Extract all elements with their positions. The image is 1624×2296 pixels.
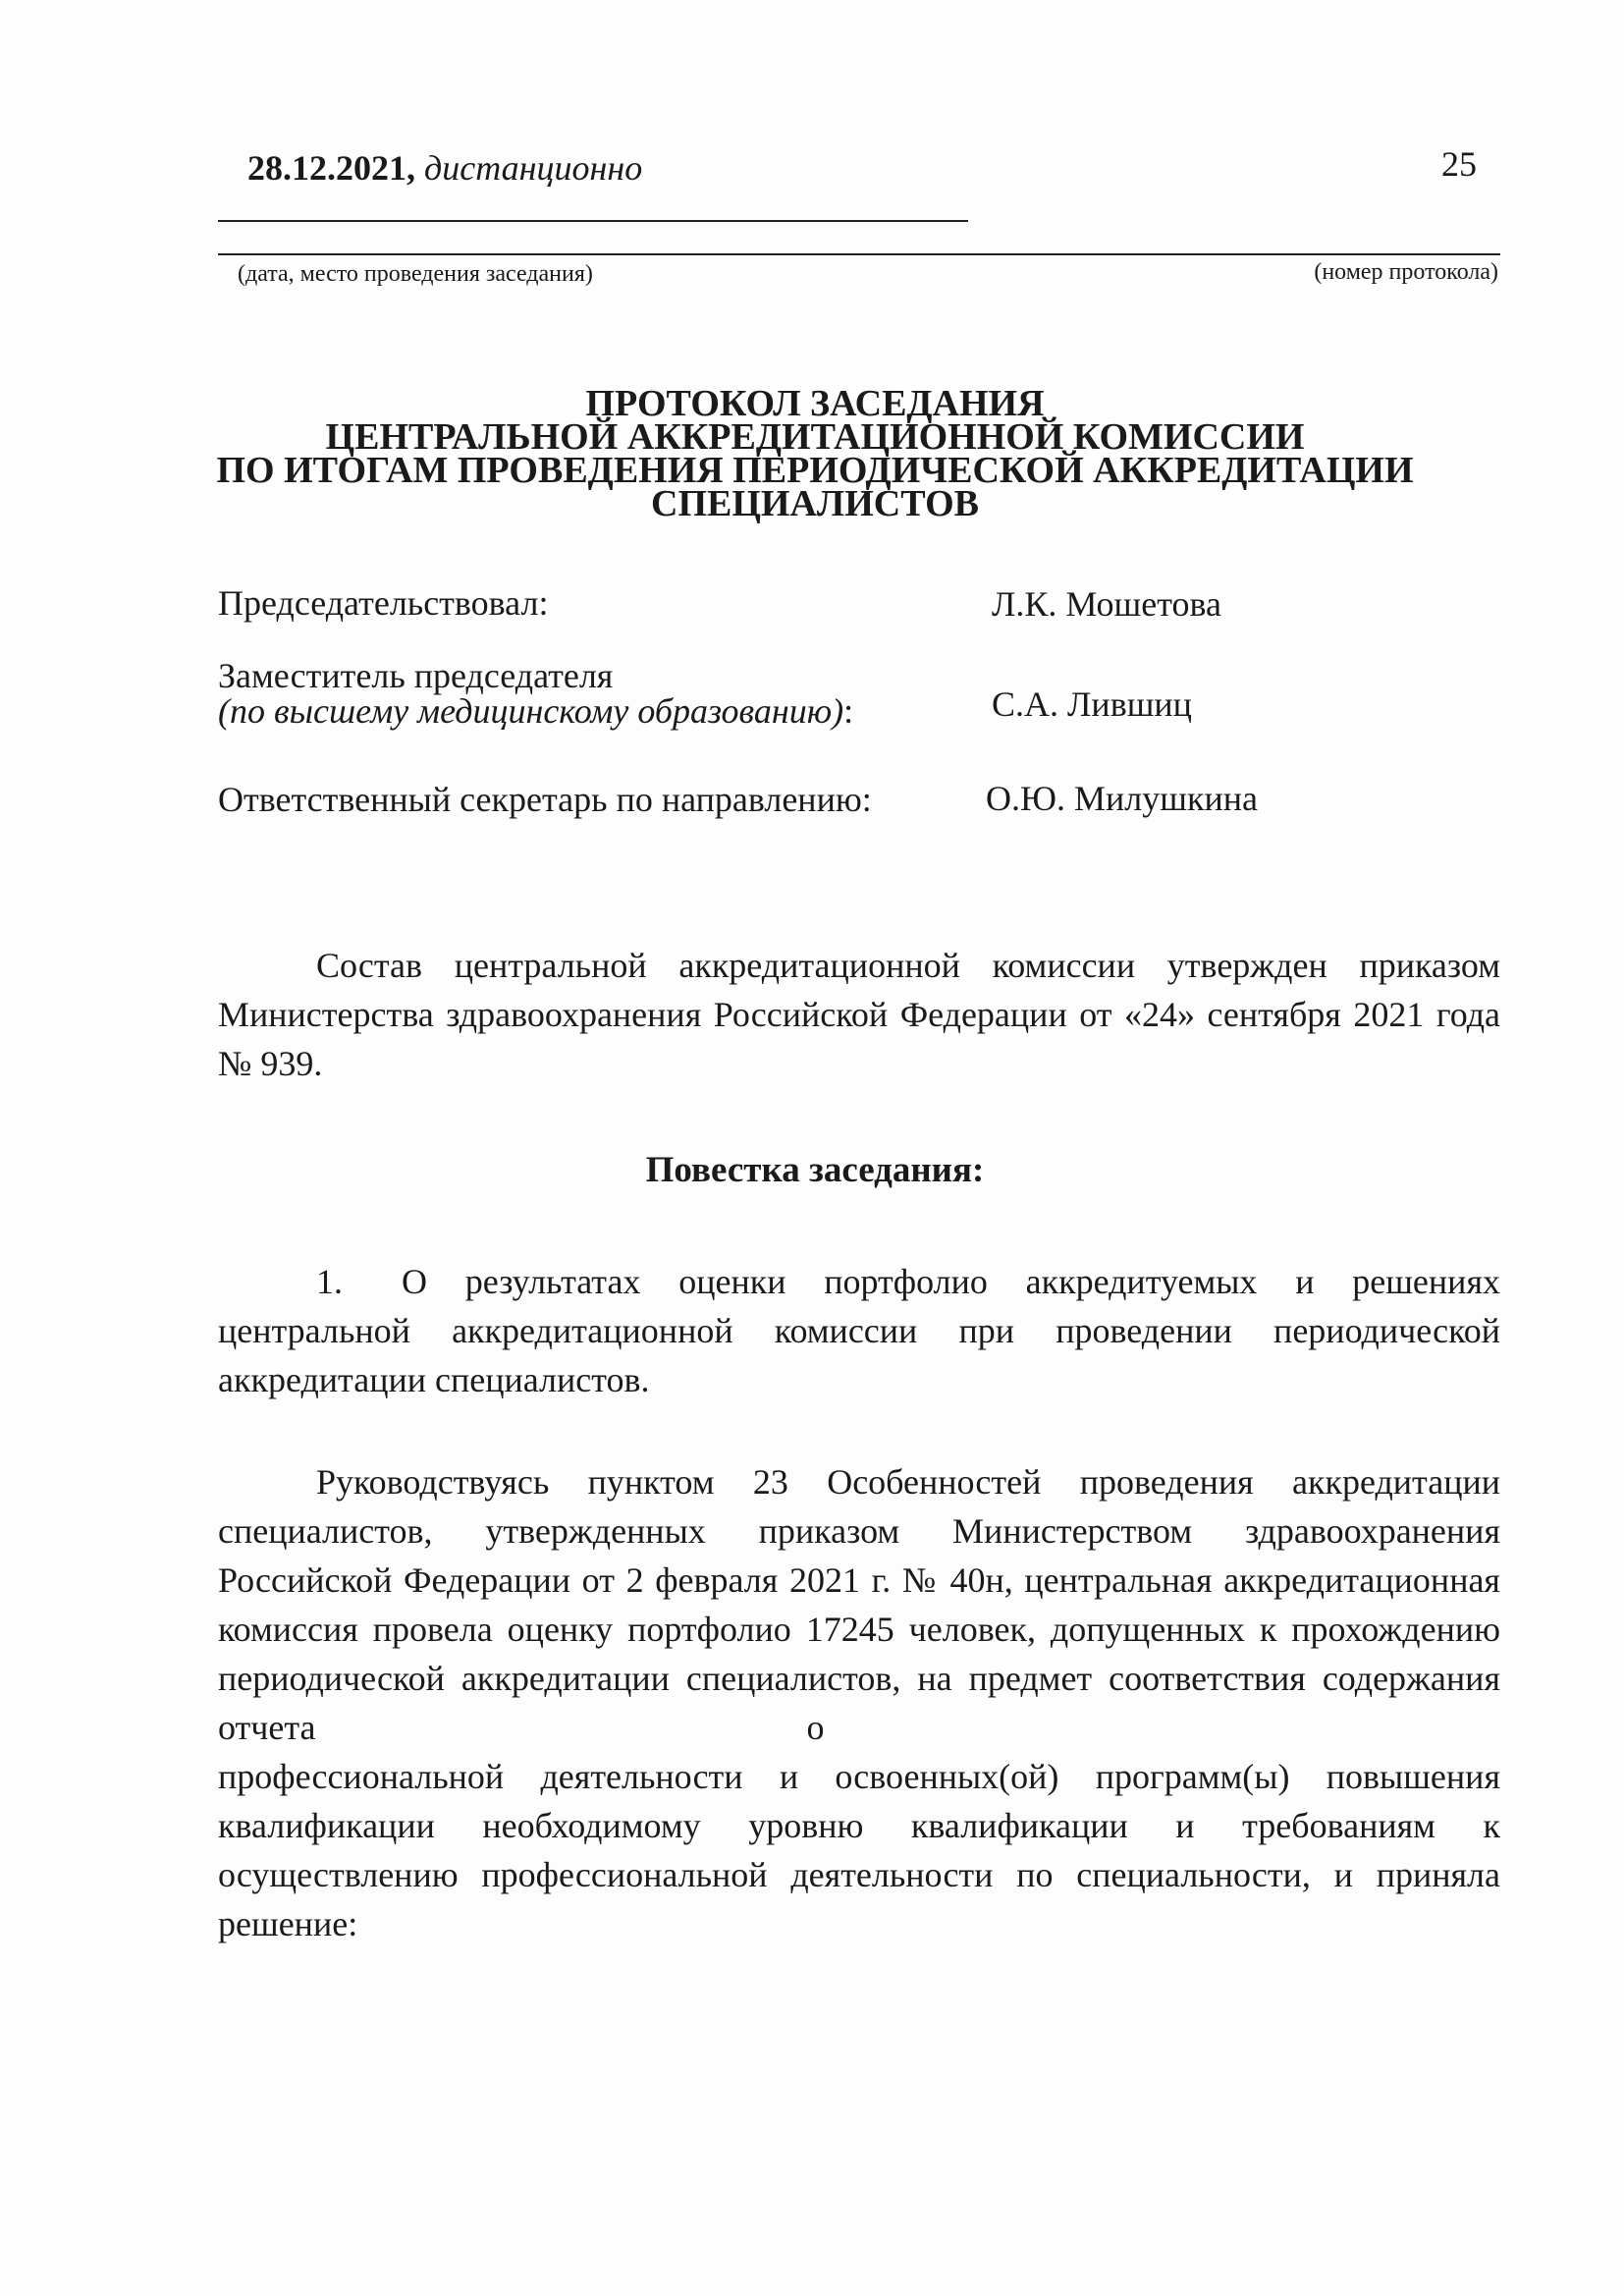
deputy-colon: : (843, 691, 854, 731)
document-title (177, 383, 1453, 524)
caption-date-place: (дата, место проведения заседания) (238, 261, 593, 287)
title-line: ЦЕНТРАЛЬНОЙ АККРЕДИТАЦИОННОЙ КОМИССИИ (325, 416, 1305, 458)
decision-paragraph-part1 (218, 1457, 1500, 1752)
header-underline (218, 253, 1500, 255)
secretary-label: Ответственный секретарь по направлению: (218, 780, 872, 819)
meeting-date: 28.12.2021, (247, 148, 415, 188)
agenda-item (218, 1257, 1500, 1404)
deputy-label (218, 658, 853, 729)
decision-paragraph-part2: профессиональной деятельности и освоенных(ой) программ(ы) повышения квалификации необходимому уровню квалификации и требованиям к осуществлению профессиональной деятельности по специальности, и приняла решение: (218, 1757, 1500, 1943)
meeting-place: дистанционно (424, 148, 643, 188)
title-line: СПЕЦИАЛИСТОВ (651, 483, 979, 524)
deputy-name: С.А. Лившиц (992, 684, 1192, 724)
title-line: ПРОТОКОЛ ЗАСЕДАНИЯ (585, 383, 1045, 424)
chair-label: Председательствовал: (218, 583, 549, 623)
meeting-date-place (247, 147, 642, 189)
deputy-title: Заместитель председателя (218, 656, 614, 695)
composition-text: Состав центральной аккредитационной комиссии утвержден приказом Министерства здравоохранения Российской Федерации от «24» сентября 2021 года № 939. (218, 946, 1500, 1083)
decision-text-o: о (806, 1708, 825, 1747)
agenda-item-number: 1. (316, 1262, 343, 1301)
agenda-item-text: О результатах оценки портфолио аккредитуемых и решениях центральной аккредитационной комиссии при проведении периодической аккредитации специалистов. (218, 1262, 1500, 1399)
deputy-subtitle: (по высшему медицинскому образованию) (218, 691, 844, 731)
title-line: ПО ИТОГАМ ПРОВЕДЕНИЯ ПЕРИОДИЧЕСКОЙ АККРЕДИТАЦИИ (216, 450, 1414, 491)
caption-protocol-number: (номер протокола) (1314, 259, 1498, 285)
date-underline (218, 220, 968, 222)
decision-text-part1: Руководствуясь пунктом 23 Особенностей проведения аккредитации специалистов, утвержденных приказом Министерством здравоохранения Российской Федерации от 2 февраля 2021 г. № 40н, центральная аккредитационная комиссия провела оценку портфолио 17245 человек, допущенных к прохождению периодической аккредитации специалистов, на предмет соответствия содержания отчета (218, 1462, 1500, 1747)
agenda-heading: Повестка заседания: (645, 1150, 985, 1190)
composition-paragraph (218, 941, 1500, 1088)
chair-name: Л.К. Мошетова (992, 584, 1221, 624)
secretary-name: О.Ю. Милушкина (986, 779, 1258, 818)
protocol-number: 25 (1441, 144, 1477, 184)
